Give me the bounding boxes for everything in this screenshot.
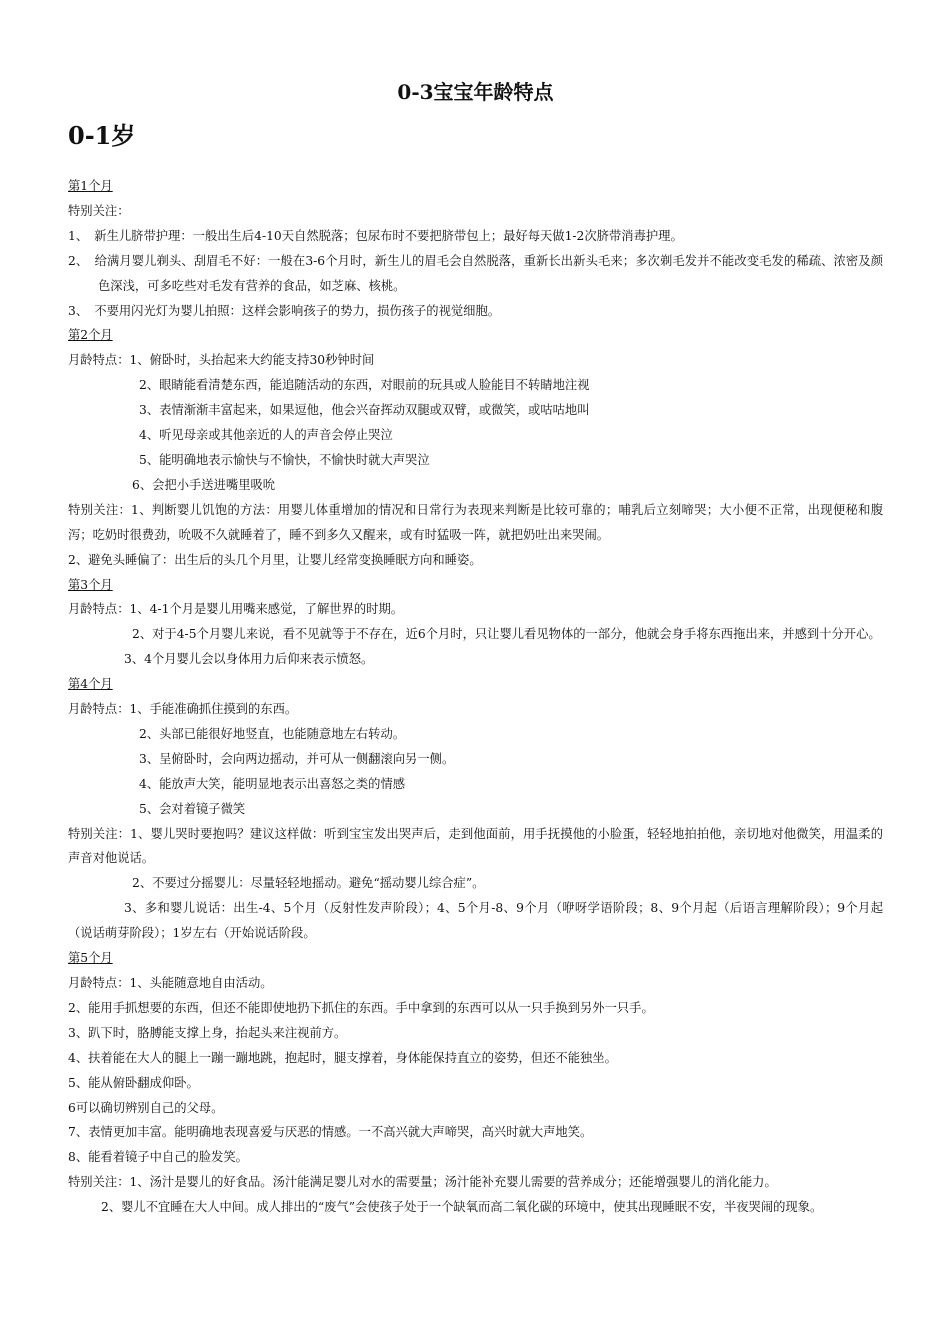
month-2-note: 2、避免头睡偏了：出生后的头几个月里，让婴儿经常变换睡眠方向和睡姿。 [68, 552, 482, 567]
document-page [68, 68, 883, 1220]
month-2-trait: 3、表情渐渐丰富起来，如果逗他，他会兴奋挥动双腿或双臂，或微笑，或咕咕地叫 [139, 403, 590, 418]
month-1-header: 第1个月 [68, 179, 113, 193]
month-2-trait: 4、听见母亲或其他亲近的人的声音会停止哭泣 [139, 428, 393, 443]
month-5-note: 2、婴儿不宜睡在大人中间。成人排出的“废气”会使孩子处于一个缺氧而高二氧化碳的环境中，使其出现睡眠不安，半夜哭闹的现象。 [101, 1200, 823, 1215]
month-2-trait: 月龄特点：1、俯卧时，头抬起来大约能支持30秒钟时间 [68, 353, 375, 368]
month-4-header: 第4个月 [68, 677, 113, 692]
section-heading: 0-1岁 [68, 121, 136, 150]
month-4-trait: 3、呈俯卧时，会向两边摇动，并可从一侧翻滚向另一侧。 [139, 751, 455, 766]
month-2-header: 第2个月 [68, 328, 113, 343]
document-title: 0-3宝宝年龄特点 [397, 80, 554, 104]
month-5-trait: 5、能从俯卧翻成仰卧。 [68, 1075, 199, 1090]
month-4-note: 2、不要过分摇婴儿：尽量轻轻地摇动。避免“摇动婴儿综合症”。 [132, 876, 485, 891]
month-5-trait: 3、趴下时，胳膊能支撑上身，抬起头来注视前方。 [68, 1025, 347, 1040]
month-4-trait: 5、会对着镜子微笑 [139, 801, 246, 816]
month-3-header: 第3个月 [68, 577, 113, 592]
month-2-trait: 6、会把小手送进嘴里吸吮 [132, 477, 276, 492]
month-5-note: 特别关注：1、汤汁是婴儿的好食品。汤汁能满足婴儿对水的需要量；汤汁能补充婴儿需要的营养成分；还能增强婴儿的消化能力。 [68, 1175, 777, 1190]
month-5-trait: 6可以确切辨别自己的父母。 [68, 1100, 224, 1115]
month-5-trait: 7、表情更加丰富。能明确地表现喜爱与厌恶的情感。一不高兴就大声啼哭，高兴时就大声地笑。 [68, 1125, 593, 1140]
month-5-trait: 2、能用手抓想要的东西，但还不能即使地扔下抓住的东西。手中拿到的东西可以从一只手换到另外一只手。 [68, 1000, 654, 1015]
month-4-trait: 4、能放声大笑，能明显地表示出喜怒之类的情感 [139, 776, 406, 791]
month-5-trait: 月龄特点：1、头能随意地自由活动。 [68, 976, 273, 990]
month-4-trait: 月龄特点：1、手能准确抓住摸到的东西。 [68, 702, 298, 717]
month-5-trait: 4、扶着能在大人的腿上一蹦一蹦地跳，抱起时，腿支撑着，身体能保持直立的姿势，但还不能独坐。 [68, 1050, 617, 1065]
month-2-note: 特别关注：1、判断婴儿饥饱的方法：用婴儿体重增加的情况和日常行为表现来判断是比较可靠的；哺乳后立刻啼哭；大小便不正常，出现便秘和腹泻；吃奶时很费劲，吮吸不久就睡着了，睡不到多久又醒来，或有时猛吸一阵，就把奶吐出来哭闹。 [68, 502, 883, 542]
month-1-item: 3、 不要用闪光灯为婴儿拍照：这样会影响孩子的势力，损伤孩子的视觉细胞。 [68, 303, 501, 318]
month-4-trait: 2、头部已能很好地竖直，也能随意地左右转动。 [139, 726, 406, 741]
month-1-label: 特别关注： [68, 203, 130, 218]
month-1-item: 2、 给满月婴儿剃头、刮眉毛不好：一般在3-6个月时，新生儿的眉毛会自然脱落，重新长出新头毛来；多次剃毛发并不能改变毛发的稀疏、浓密及颜色深浅，可多吃些对毛发有营养的食品，如芝麻、核桃。 [68, 253, 883, 293]
month-5-header: 第5个月 [68, 951, 113, 966]
month-3-trait: 月龄特点：1、4-1个月是婴儿用嘴来感觉，了解世界的时期。 [68, 602, 404, 617]
month-4-note: 3、多和婴儿说话：出生-4、5个月（反射性发声阶段）；4、5个月-8、9个月（咿呀学语阶段；8、9个月起（后语言理解阶段）；9个月起（说话萌芽阶段）；1岁左右（开始说话阶段。 [68, 901, 883, 941]
month-2-trait: 5、能明确地表示愉快与不愉快，不愉快时就大声哭泣 [139, 452, 430, 467]
month-2-trait: 2、眼睛能看清楚东西，能追随活动的东西，对眼前的玩具或人脸能目不转睛地注视 [139, 378, 590, 393]
month-1-item: 1、 新生儿脐带护理：一般出生后4-10天自然脱落；包尿布时不要把脐带包上；最好每天做1-2次脐带消毒护理。 [68, 228, 683, 243]
month-4-note: 特别关注：1、婴儿哭时要抱吗？建议这样做：听到宝宝发出哭声后，走到他面前，用手抚摸他的小脸蛋，轻轻地拍拍他，亲切地对他微笑，用温柔的声音对他说话。 [68, 826, 883, 866]
month-3-trait: 3、4个月婴儿会以身体用力后仰来表示愤怒。 [124, 652, 374, 667]
month-5-trait: 8、能看着镜子中自己的脸发笑。 [68, 1150, 248, 1165]
month-3-trait: 2、对于4-5个月婴儿来说，看不见就等于不存在，近6个月时，只让婴儿看见物体的一部分，他就会身手将东西拖出来，并感到十分开心。 [132, 627, 881, 642]
